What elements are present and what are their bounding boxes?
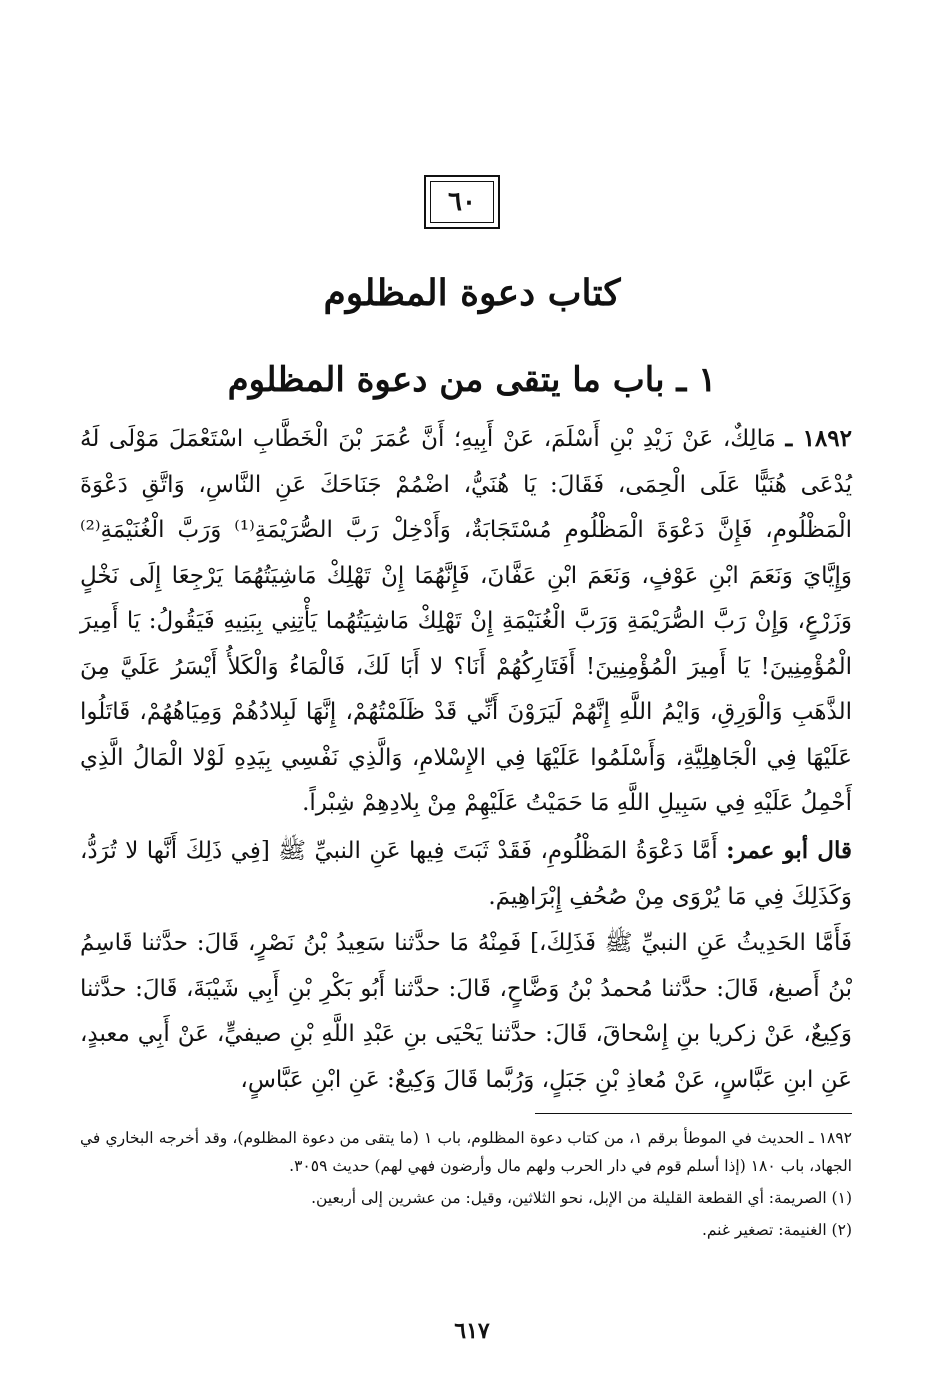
- book-title: كتاب دعوة المظلوم: [323, 272, 621, 314]
- chain-paragraph: [80, 920, 852, 1103]
- hadith-text: مَالِكٌ، عَنْ زَيْدِ بْنِ أَسْلَمَ، عَنْ أَبِيهِ؛ أَنَّ عُمَرَ بْنَ الْخَطَّابِ اسْتَعْمَلَ مَوْلَى لَهُ يُدْعَى هُنَيًّا عَلَى الْحِمَى، فَقَالَ: يَا هُنَيُّ، اضْمُمْ جَنَاحَكَ عَنِ النَّاسِ، وَاتَّقِ دَعْوَةَ الْمَظْلُومِ، فَإِنَّ دَعْوَةَ الْمَظْلُومِ مُسْتَجَابَةٌ، وَأَدْخِلْ رَبَّ الصُّرَيْمَةِ⁽¹⁾ وَرَبَّ الْغُنَيْمَةِ⁽²⁾ وَإِيَّايَ وَنَعَمَ ابْنِ عَوْفٍ، وَنَعَمَ ابْنِ عَفَّانَ، فَإِنَّهُمَا إِنْ تَهْلِكْ مَاشِيَتُهُمَا يَرْجِعَا إِلَى نَخْلٍ وَزَرْعٍ، وَإِنْ رَبَّ الصُّرَيْمَةِ وَرَبَّ الْغُنَيْمَةِ إِنْ تَهْلِكْ مَاشِيَتُهُما يَأْتِنِي بِبَنِيهِ فَيَقُولُ: يَا أَمِيرَ الْمُؤْمِنِينَ! يَا أَمِيرَ الْمُؤْمِنِينَ! أَفَتَارِكُهُمْ أَنَا؟ لا أَبَا لَكَ، فَالْمَاءُ وَالْكَلأُ أَيْسَرُ عَلَيَّ مِنَ الذَّهَبِ وَالْوَرِقِ، وَايْمُ اللَّهِ إِنَّهُمْ لَيَرَوْنَ أَنِّي قَدْ ظَلَمْتُهُمْ، إِنَّهَا لَبِلادُهُمْ وَمِيَاهُهُمْ، قَاتَلُوا عَلَيْهَا فِي الْجَاهِلِيَّةِ، وَأَسْلَمُوا عَلَيْهَا فِي الإِسْلامِ، وَالَّذِي نَفْسِي بِيَدِهِ لَوْلا الْمَالُ الَّذِي أَحْمِلُ عَلَيْهِ فِي سَبِيلِ اللَّهِ مَا حَمَيْتُ عَلَيْهِمْ مِنْ بِلادِهِمْ شِبْراً.: [80, 426, 853, 816]
- footnote-source: ١٨٩٢ ـ الحديث في الموطأ برقم ١، من كتاب دعوة المظلوم، باب ١ (ما يتقى من دعوة المظلوم)، وقد أخرجه البخاري في الجهاد، باب ١٨٠ (إذا أسلم قوم في دار الحرب ولهم مال وأرضون فهي لهم) حديث ٣٠٥٩.: [80, 1129, 852, 1175]
- footnote-1: (١) الصريمة: أي القطعة القليلة من الإبل، نحو الثلاثين، وقيل: من عشرين إلى أربعين.: [311, 1189, 852, 1207]
- commentary-text: أَمَّا دَعْوَةُ المَظْلُومِ، فَقَدْ ثَبَتَ فِيها عَنِ النبيِّ ﷺ [فِي ذَلِكَ أَنَّها لا تُرَدُّ، وَكَذَلِكَ فِي مَا يُرْوَى مِنْ صُحُفِ إِبْرَاهِيمَ.: [80, 838, 852, 910]
- hadith-number: ١٨٩٢ ـ: [785, 425, 852, 452]
- chapter-number-box: [424, 175, 500, 229]
- commentary-lead: قال أبو عمر:: [726, 837, 852, 864]
- footnotes: [80, 1124, 852, 1244]
- footnote-divider: [535, 1113, 852, 1114]
- page-number: ٦١٧: [454, 1318, 490, 1344]
- commentary-paragraph: [80, 828, 852, 920]
- hadith-paragraph: [80, 416, 852, 827]
- section-title: ١ ـ باب ما يتقى من دعوة المظلوم: [227, 360, 717, 400]
- chain-text: فَأَمَّا الحَدِيثُ عَنِ النبيِّ ﷺ فَذَلِكَ،] فَمِنْهُ مَا حدَّثنا سَعِيدُ بْنُ نَصْرٍ، قَالَ: حدَّثنا قَاسِمُ بْنُ أَصبغ، قَالَ: حدَّثنا مُحمدُ بْنُ وَضَّاحٍ، قَالَ: حدَّثنا أَبُو بَكْرِ بْنِ أَبِي شَيْبَةَ، قَالَ: حدَّثنا وَكِيعٌ، عَنْ زكريا بنِ إِسْحاقَ، قَالَ: حدَّثنا يَحْيَى بنِ عَبْدِ اللَّهِ بْنِ صيفيٍّ، عَنْ أَبِي معبدٍ، عَنِ ابنِ عَبَّاسٍ، عَنْ مُعاذِ بْنِ جَبَلٍ، وَرُبَّما قَالَ وَكِيعٌ: عَنِ ابْنِ عَبَّاسٍ،: [80, 930, 852, 1093]
- footnote-2: (٢) الغنيمة: تصغير غنم.: [701, 1221, 852, 1239]
- chapter-number: ٦٠: [430, 181, 494, 223]
